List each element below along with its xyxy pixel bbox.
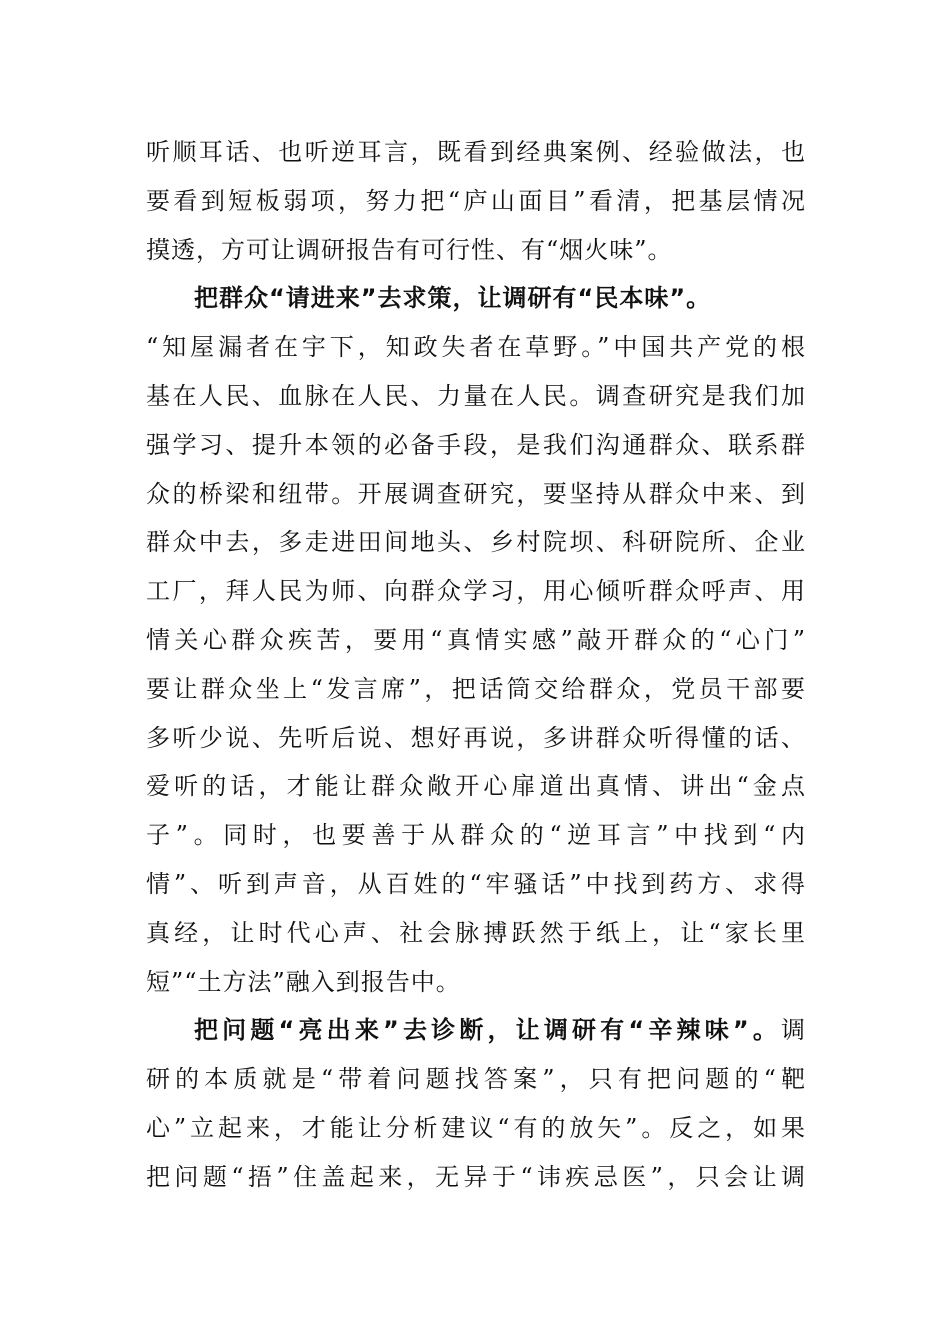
text-line: 子”。同时，也要善于从群众的“逆耳言”中找到“内 [146,821,806,850]
text-line: 情关心群众疾苦，要用“真情实感”敲开群众的“心门” [146,625,806,654]
text-line: 爱听的话，才能让群众敞开心扉道出真情、讲出“金点 [146,772,806,801]
paragraph-2 [146,274,806,1006]
text-line: 要让群众坐上“发言席”，把话筒交给群众，党员干部要 [146,674,806,703]
text-line: 把问题“捂”住盖起来，无异于“讳疾忌医”，只会让调 [146,1162,806,1191]
text-line: 强学习、提升本领的必备手段，是我们沟通群众、联系群 [146,430,806,459]
text-line: 工厂，拜人民为师、向群众学习，用心倾听群众呼声、用 [146,577,806,606]
document-body [146,128,806,1202]
text-line: 情”、听到声音，从百姓的“牢骚话”中找到药方、求得 [146,869,806,898]
text-line: 听顺耳话、也听逆耳言，既看到经典案例、经验做法，也 [146,138,806,166]
text-line: “知屋漏者在宇下，知政失者在草野。”中国共产党的根 [146,333,806,362]
text-line: 群众中去，多走进田间地头、乡村院坝、科研院所、企业 [146,528,806,557]
text-line: 要看到短板弱项，努力把“庐山面目”看清，把基层情况 [146,186,806,215]
text-line: 基在人民、血脉在人民、力量在人民。调查研究是我们加 [146,381,806,410]
text-line: 多听少说、先听后说、想好再说，多讲群众听得懂的话、 [146,723,806,752]
text-line: 摸透，方可让调研报告有可行性、有“烟火味”。 [146,235,673,264]
paragraph-heading-line [146,1006,806,1055]
text-line: 短”“土方法”融入到报告中。 [146,967,461,996]
paragraph-3 [146,1006,806,1201]
paragraph-1 [146,128,806,274]
text-line: 真经，让时代心声、社会脉搏跃然于纸上，让“家长里 [146,918,806,947]
text-line: 心”立起来，才能让分析建议“有的放矢”。反之，如果 [146,1113,806,1142]
heading-tail-text: 调 [781,1016,806,1045]
text-line: 研的本质就是“带着问题找答案”，只有把问题的“靶 [146,1065,806,1094]
paragraph-heading: 把群众“请进来”去求策，让调研有“民本味”。 [194,284,712,313]
text-line: 众的桥梁和纽带。开展调查研究，要坚持从群众中来、到 [146,479,806,508]
paragraph-heading: 把问题“亮出来”去诊断，让调研有“辛辣味”。 [194,1016,781,1045]
